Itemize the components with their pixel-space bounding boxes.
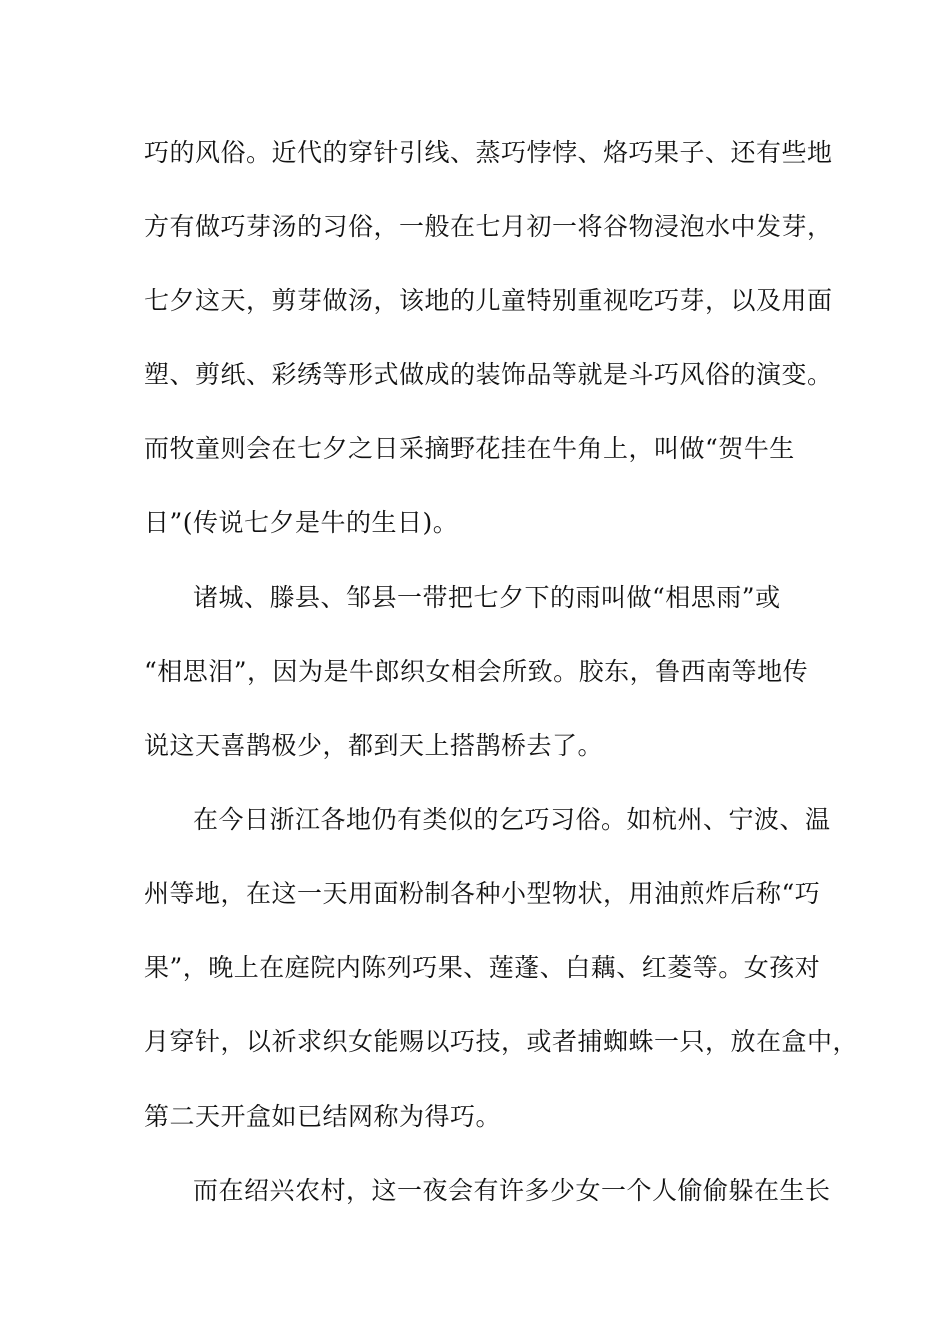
text-line: 方有做巧芽汤的习俗，一般在七月初一将谷物浸泡水中发芽， bbox=[144, 212, 833, 241]
text-line: 塑、剪纸、彩绣等形式做成的装饰品等就是斗巧风俗的演变。 bbox=[144, 360, 833, 389]
text-line: 七夕这天，剪芽做汤，该地的儿童特别重视吃巧芽，以及用面 bbox=[144, 286, 833, 315]
text-line: 州等地，在这一天用面粉制各种小型物状，用油煎炸后称“巧 bbox=[144, 879, 821, 908]
text-line: 巧的风俗。近代的穿针引线、蒸巧悖悖、烙巧果子、还有些地 bbox=[144, 138, 833, 167]
paragraph-first-line: 而在绍兴农村，这一夜会有许多少女一个人偷偷躲在生长 bbox=[193, 1176, 831, 1205]
paragraph-first-line: 在今日浙江各地仍有类似的乞巧习俗。如杭州、宁波、温 bbox=[193, 805, 831, 834]
text-line: 第二天开盒如已结网称为得巧。 bbox=[144, 1102, 502, 1131]
text-line: 而牧童则会在七夕之日采摘野花挂在牛角上，叫做“贺牛生 bbox=[144, 434, 795, 463]
text-line: 果”，晚上在庭院内陈列巧果、莲蓬、白藕、红菱等。女孩对 bbox=[144, 953, 821, 982]
text-line: 说这天喜鹊极少，都到天上搭鹊桥去了。 bbox=[144, 731, 604, 760]
paragraph-first-line: 诸城、滕县、邹县一带把七夕下的雨叫做“相思雨”或 bbox=[193, 583, 781, 612]
text-line: 日”(传说七夕是牛的生日)。 bbox=[144, 508, 459, 537]
text-line: 月穿针，以祈求织女能赐以巧技，或者捕蜘蛛一只，放在盒中， bbox=[144, 1027, 859, 1056]
text-line: “相思泪”，因为是牛郎织女相会所致。胶东，鲁西南等地传 bbox=[144, 657, 809, 686]
